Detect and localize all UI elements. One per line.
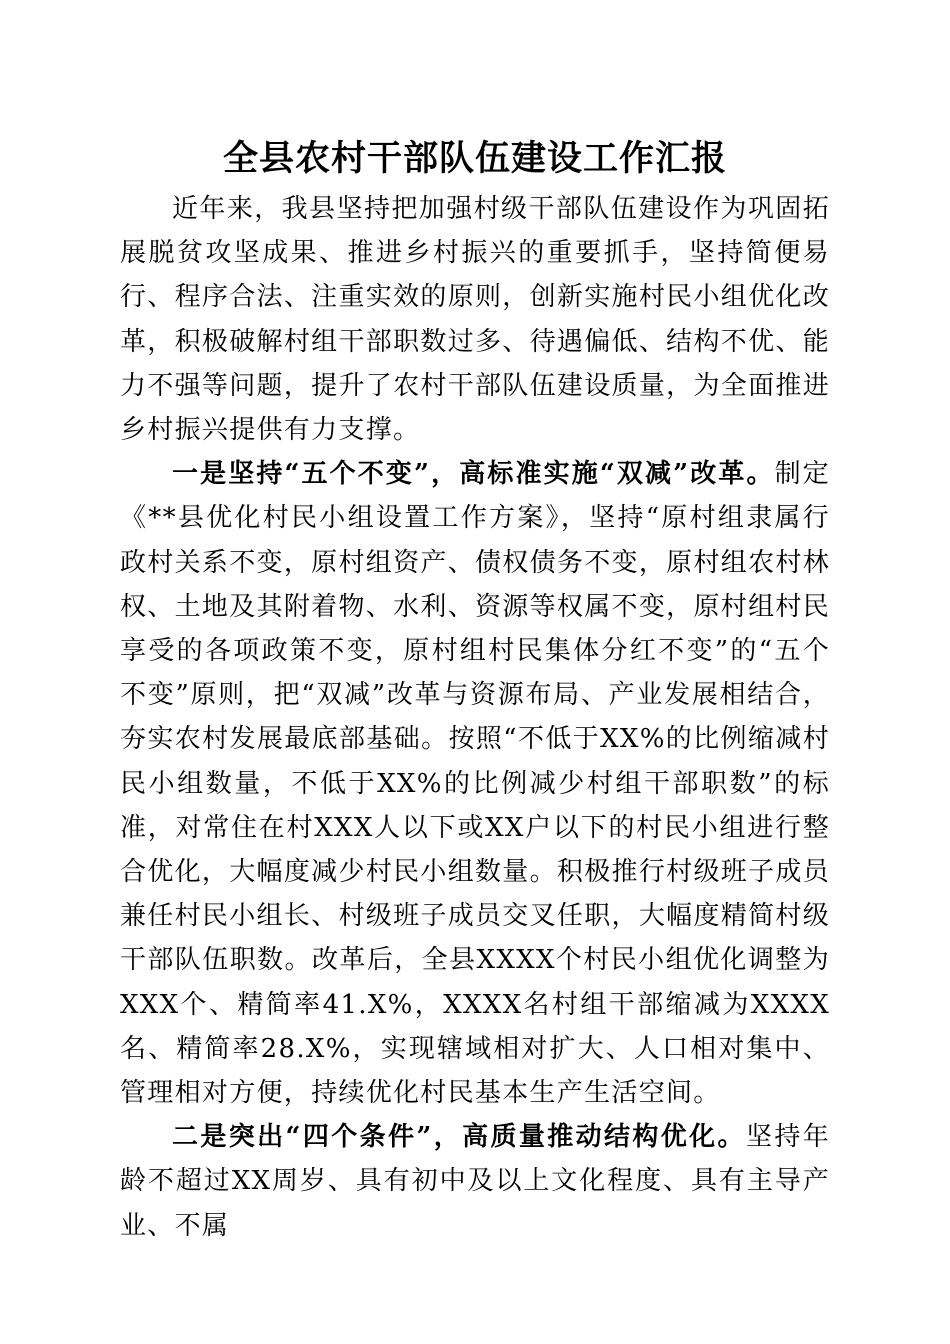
section-1-heading: 一是坚持“五个不变”，高标准实施“双减”改革。 <box>172 459 775 490</box>
section-1-paragraph <box>120 452 830 1115</box>
section-2-paragraph <box>120 1115 830 1248</box>
section-1-text: 制定《**县优化村民小组设置工作方案》，坚持“原村组隶属行政村关系不变，原村组资产、债权债务不变，原村组农村林权、土地及其附着物、水利、资源等权属不变，原村组村民享受的各项政策不变，原村组村民集体分红不变”的“五个不变”原则，把“双减”改革与资源布局、产业发展相结合，夯实农村发展最底部基础。按照“不低于XX%的比例缩减村民小组数量，不低于XX%的比例减少村组干部职数”的标准，对常住在村XXX人以下或XX户以下的村民小组进行整合优化，大幅度减少村民小组数量。积极推行村级班子成员兼任村民小组长、村级班子成员交叉任职，大幅度精简村级干部队伍职数。改革后，全县XXXX个村民小组优化调整为XXX个、精简率41.X%，XXXX名村组干部缩减为XXXX名、精简率28.X%，实现辖域相对扩大、人口相对集中、管理相对方便，持续优化村民基本生产生活空间。 <box>120 459 830 1109</box>
document-title: 全县农村干部队伍建设工作汇报 <box>222 138 727 179</box>
section-2-text: 坚持年龄不超过XX周岁、具有初中及以上文化程度、具有主导产业、不属 <box>120 1122 831 1241</box>
document-body <box>120 187 830 1248</box>
intro-paragraph: 近年来，我县坚持把加强村级干部队伍建设作为巩固拓展脱贫攻坚成果、推进乡村振兴的重要抓手，坚持简便易行、程序合法、注重实效的原则，创新实施村民小组优化改革，积极破解村组干部职数过多、待遇偏低、结构不优、能力不强等问题，提升了农村干部队伍建设质量，为全面推进乡村振兴提供有力支撑。 <box>120 194 830 446</box>
section-2-heading: 二是突出“四个条件”，高质量推动结构优化。 <box>172 1122 746 1153</box>
